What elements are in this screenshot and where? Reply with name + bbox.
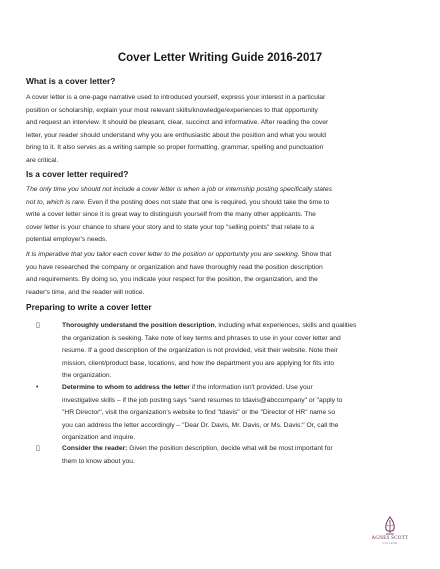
dot-bullet-icon: • (36, 384, 39, 391)
text-line: resume. If a good description of the organization is not provided, visit their website. Note their (62, 347, 338, 354)
text-line: position or scholarship, explain your most relevant skills/knowledge/experiences to that opportunity (26, 106, 318, 114)
text-line: reader's time, and the reader will notice. (26, 288, 145, 296)
italic-fragment: not to, which is rare. (26, 198, 86, 206)
text-line: mission, client/product base, locations, and how the department you are applying for fits into (62, 359, 335, 367)
text-fragment: Even if the posting does not state that one is required, you should take the time to (85, 198, 330, 206)
paragraph-required (26, 184, 418, 247)
bold-fragment: Determine to whom to address the letter (62, 384, 190, 391)
text-line: them to know about you. (62, 457, 135, 465)
checkbox-bullet-icon: ▯ (36, 322, 40, 329)
list-item (36, 320, 418, 383)
text-line: investigative skills – if the job posting says "send resumes to tdavis@abccompany" or "apply to (62, 396, 343, 404)
text-line: cover letter is your chance to share your story and to state your top "selling points" that relate to a (26, 223, 315, 231)
text-line: letter, your reader should understand why you are enthusiastic about the position and what you would (26, 131, 327, 139)
paragraph-what-is (26, 92, 418, 167)
logo-subtitle: COLLEGE (382, 542, 398, 545)
heading-what-is: What is a cover letter? (26, 76, 116, 86)
text-line-mixed (26, 249, 418, 262)
bold-fragment: Consider the reader: (62, 445, 128, 452)
logo-name: AGNES SCOTT (371, 536, 409, 541)
list-item (36, 382, 418, 445)
paragraph-imperative (26, 249, 418, 299)
text-line: and request an interview. It should be pleasant, clear, succinct and informative. After reading the cover (26, 119, 329, 126)
text-line-mixed (62, 443, 418, 456)
text-line: the organization. (62, 372, 112, 379)
list-item (36, 443, 418, 468)
text-line: you have researched the company or organization and have thoroughly read the position description (26, 263, 323, 271)
text-fragment: Show that (299, 251, 332, 258)
document-title: Cover Letter Writing Guide 2016-2017 (117, 52, 323, 64)
text-line: you can address the letter accordingly – "Dear Dr. Davis, Mr. Davis, or Ms. Davis:" Or, call the (62, 421, 339, 429)
text-line: A cover letter is a one-page narrative used to introduced yourself, express your interest in a particular (26, 94, 326, 101)
text-line: and requirements. By doing so, you indicate your respect for the position, the organization, and the (26, 276, 318, 283)
heading-required: Is a cover letter required? (26, 169, 129, 179)
text-line: the organization is seeking. Take note of key terms and phrases to use in your cover letter and (62, 334, 341, 342)
checkbox-bullet-icon: ▯ (36, 445, 40, 452)
text-fragment: if the information isn't provided. Use your (189, 384, 313, 391)
text-line: organization and inquire. (62, 434, 136, 441)
text-line: are critical. (26, 156, 59, 164)
text-line: potential employer's needs. (26, 236, 108, 243)
text-line-italic: The only time you should not include a cover letter is when a job or internship posting specifically states (26, 186, 332, 193)
bold-fragment: Thoroughly understand the position description (62, 322, 215, 329)
italic-fragment: It is imperative that you tailor each cover letter to the position or opportunity you are seeking. (26, 251, 300, 258)
logo-emblem-icon (381, 516, 399, 536)
text-line: "HR Director", visit the organization's website to find "tdavis" or the "Director of HR" name so (62, 409, 336, 416)
heading-preparing: Preparing to write a cover letter (26, 302, 152, 312)
text-fragment: , including what experiences, skills and qualities (214, 322, 357, 329)
college-logo (366, 516, 414, 564)
text-line-mixed (62, 320, 418, 333)
text-line: write a cover letter since it is great way to distinguish yourself from the many other applicants. The (26, 211, 316, 218)
text-line: bring to it. It also serves as a writing sample so proper formatting, grammar, spelling and punctuation (26, 144, 324, 151)
text-fragment: Given the position description, decide what will be most important for (127, 445, 333, 452)
text-line-mixed (62, 382, 418, 395)
text-line-mixed (26, 197, 418, 210)
